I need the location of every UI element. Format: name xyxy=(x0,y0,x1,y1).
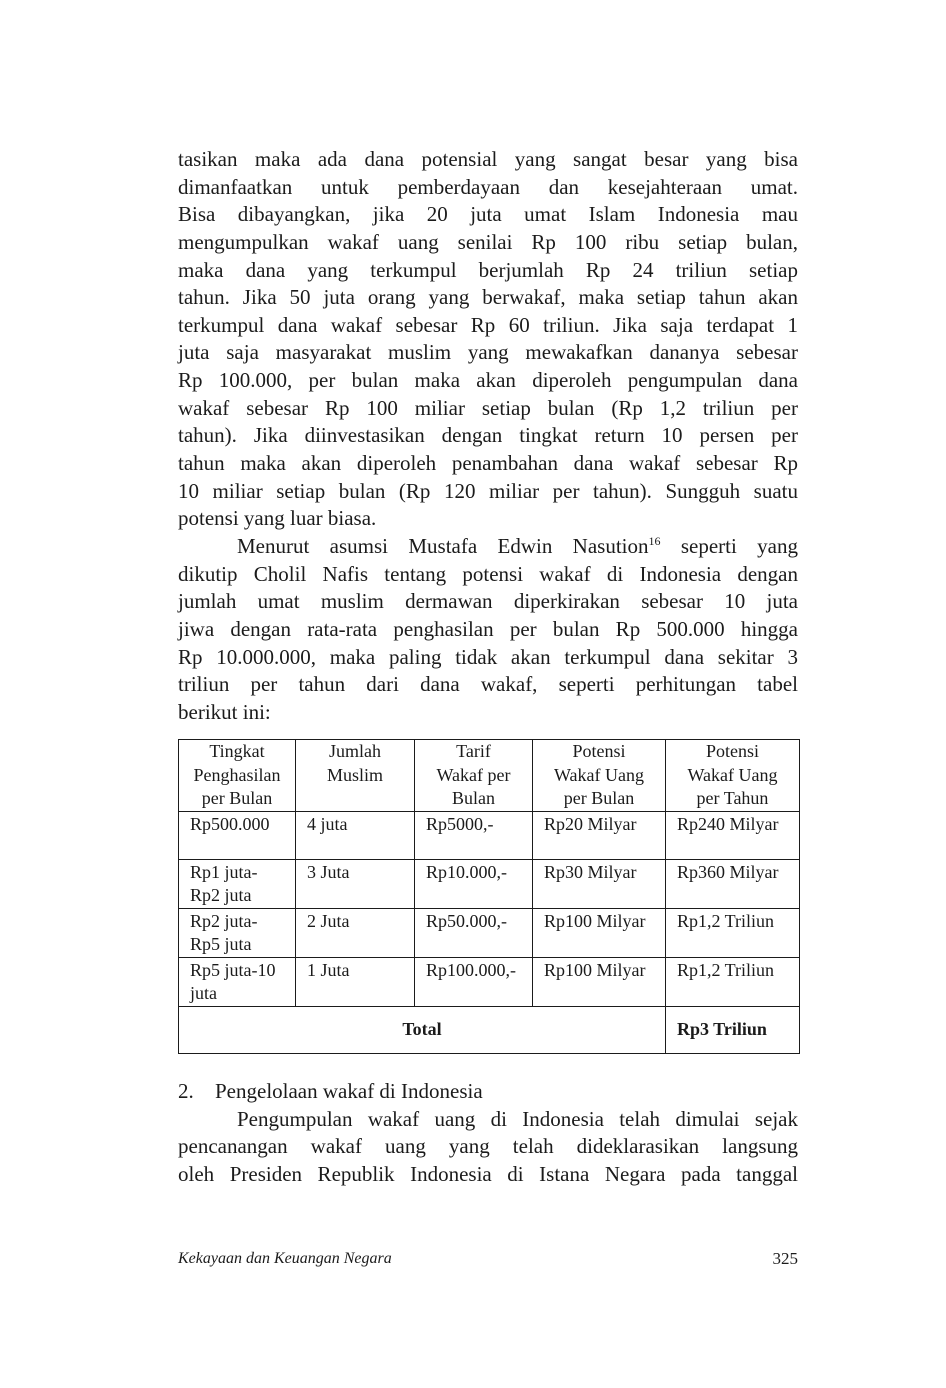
page-number: 325 xyxy=(772,1249,798,1268)
body-text xyxy=(178,146,798,726)
table-row xyxy=(179,811,800,859)
waqf-potential-table xyxy=(178,739,800,1054)
text-line: berikut ini: xyxy=(178,699,271,724)
table-cell: Rp240 Milyar xyxy=(666,811,800,859)
text-segment: seperti yang xyxy=(660,533,799,558)
table-cell: Rp1 juta- Rp2 juta xyxy=(179,859,296,908)
section-heading xyxy=(178,1078,798,1106)
text-line: jiwa dengan rata-rata penghasilan per bulan Rp 500.000 hingga xyxy=(178,616,798,641)
page-footer xyxy=(178,1248,798,1270)
table-row xyxy=(179,908,800,957)
table-cell: Rp100 Milyar xyxy=(533,957,666,1006)
text-line: Pengumpulan wakaf uang di Indonesia telah dimulai sejak xyxy=(237,1106,798,1131)
text-line: oleh Presiden Republik Indonesia di Istana Negara pada tanggal xyxy=(178,1161,798,1186)
table-cell: Rp5 juta-10 juta xyxy=(179,957,296,1006)
running-title: Kekayaan dan Keuangan Negara xyxy=(178,1250,392,1267)
text-line: Rp 100.000, per bulan maka akan diperoleh pengumpulan dana xyxy=(178,368,798,393)
text-line: maka dana yang terkumpul berjumlah Rp 24 triliun setiap xyxy=(178,257,798,282)
table-cell: Rp500.000 xyxy=(179,811,296,859)
text-line: Rp 10.000.000, maka paling tidak akan terkumpul dana sekitar 3 xyxy=(178,644,798,669)
text-line: juta saja masyarakat muslim yang mewakafkan dananya sebesar xyxy=(178,340,798,365)
text-line: mengumpulkan wakaf uang senilai Rp 100 ribu setiap bulan, xyxy=(178,229,798,254)
text-line: jumlah umat muslim dermawan diperkirakan sebesar 10 juta xyxy=(178,589,798,614)
table-cell: Rp360 Milyar xyxy=(666,859,800,908)
table-cell: Rp100 Milyar xyxy=(533,908,666,957)
column-header: Jumlah Muslim xyxy=(296,740,415,812)
total-label: Total xyxy=(179,1006,666,1053)
column-header: Tingkat Penghasilan per Bulan xyxy=(179,740,296,812)
table-cell: Rp1,2 Triliun xyxy=(666,908,800,957)
section-title: Pengelolaan wakaf di Indonesia xyxy=(215,1079,483,1103)
text-line: pencanangan wakaf uang yang telah dideklarasikan langsung xyxy=(178,1134,798,1159)
text-line: dimanfaatkan untuk pemberdayaan dan kesejahteraan umat. xyxy=(178,174,798,199)
paragraph-1 xyxy=(178,146,798,533)
table-row xyxy=(179,859,800,908)
table-cell: Rp100.000,- xyxy=(415,957,533,1006)
table-cell: 4 juta xyxy=(296,811,415,859)
text-segment: Menurut asumsi Mustafa Edwin Nasution xyxy=(237,533,649,558)
table-cell: Rp20 Milyar xyxy=(533,811,666,859)
text-line: tahun maka akan diperoleh penambahan dana wakaf sebesar Rp xyxy=(178,451,798,476)
footnote-reference: 16 xyxy=(648,533,661,548)
paragraph-3 xyxy=(178,1106,798,1189)
table-cell: Rp1,2 Triliun xyxy=(666,957,800,1006)
table-cell: 1 Juta xyxy=(296,957,415,1006)
text-line: potensi yang luar biasa. xyxy=(178,506,377,531)
text-line: terkumpul dana wakaf sebesar Rp 60 triliun. Jika saja terdapat 1 xyxy=(178,312,798,337)
text-line: 10 miliar setiap bulan (Rp 120 miliar per tahun). Sungguh suatu xyxy=(178,478,798,503)
text-line: tasikan maka ada dana potensial yang sangat besar yang bisa xyxy=(178,147,798,171)
table-total-row xyxy=(179,1006,800,1053)
text-line: wakaf sebesar Rp 100 miliar setiap bulan (Rp 1,2 triliun per xyxy=(178,395,798,420)
total-value: Rp3 Triliun xyxy=(666,1006,800,1053)
table-cell: Rp2 juta- Rp5 juta xyxy=(179,908,296,957)
text-line: dikutip Cholil Nafis tentang potensi wakaf di Indonesia dengan xyxy=(178,561,798,586)
section-2 xyxy=(178,1078,798,1189)
table-cell: Rp30 Milyar xyxy=(533,859,666,908)
text-line: tahun). Jika diinvestasikan dengan tingkat return 10 persen per xyxy=(178,423,798,448)
table-cell: 2 Juta xyxy=(296,908,415,957)
table-cell: Rp50.000,- xyxy=(415,908,533,957)
section-number: 2. xyxy=(178,1079,194,1103)
text-line: Bisa dibayangkan, jika 20 juta umat Islam Indonesia mau xyxy=(178,202,798,227)
column-header: Potensi Wakaf Uang per Tahun xyxy=(666,740,800,812)
column-header: Potensi Wakaf Uang per Bulan xyxy=(533,740,666,812)
table-cell: 3 Juta xyxy=(296,859,415,908)
table-header-row xyxy=(179,740,800,812)
text-line-first xyxy=(178,533,798,561)
text-line: triliun per tahun dari dana wakaf, seperti perhitungan tabel xyxy=(178,672,798,697)
table-cell: Rp5000,- xyxy=(415,811,533,859)
table-cell: Rp10.000,- xyxy=(415,859,533,908)
column-header: Tarif Wakaf per Bulan xyxy=(415,740,533,812)
table-row xyxy=(179,957,800,1006)
text-line: tahun. Jika 50 juta orang yang berwakaf, maka setiap tahun akan xyxy=(178,285,798,310)
paragraph-2 xyxy=(178,533,798,726)
